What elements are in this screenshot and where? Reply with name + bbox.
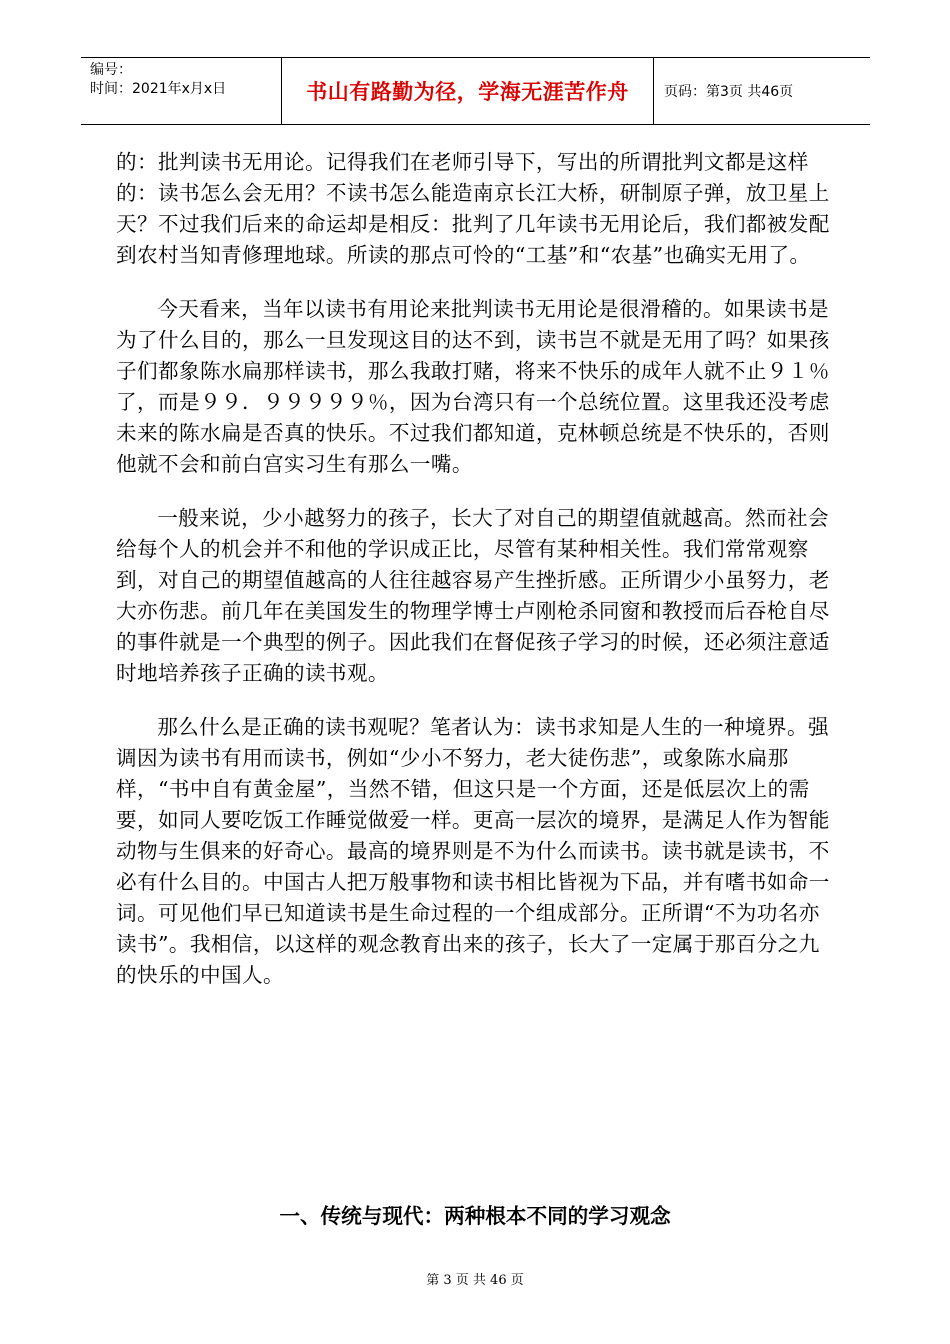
document-number-label: 编号：	[90, 62, 132, 78]
header-motto: 书山有路勤为径，学海无涯苦作舟	[282, 58, 654, 124]
document-time-label: 时间：2021年x月x日	[90, 81, 227, 97]
paragraph-2: 今天看来，当年以读书有用论来批判读书无用论是很滑稽的。如果读书是为了什么目的，那么一旦发现这目的达不到，读书岂不就是无用了吗？如果孩子们都象陈水扁那样读书，那么我敢打赌，将来不快乐的成年人就不止９１％了，而是９９．９９９９９％，因为台湾只有一个总统位置。这里我还没考虑未来的陈水扁是否真的快乐。不过我们都知道，克林顿总统是不快乐的，否则他就不会和前白宫实习生有那么一嘴。	[116, 297, 830, 476]
body-text	[116, 147, 836, 1014]
page-footer: 第 3 页 共 46 页	[426, 1273, 524, 1288]
header-page-code: 页码：第3页 共46页	[664, 84, 794, 100]
paragraph-1: 的：批判读书无用论。记得我们在老师引导下，写出的所谓批判文都是这样的：读书怎么会无用？不读书怎么能造南京长江大桥，研制原子弹，放卫星上天？不过我们后来的命运却是相反：批判了几年读书无用论后，我们都被发配到农村当知青修理地球。所读的那点可怜的“工基”和“农基”也确实无用了。	[116, 150, 830, 267]
page-header	[81, 57, 870, 125]
paragraph-4: 那么什么是正确的读书观呢？笔者认为：读书求知是人生的一种境界。强调因为读书有用而读书，例如“少小不努力，老大徒伤悲”，或象陈水扁那样，“书中自有黄金屋”，当然不错，但这只是一个方面，还是低层次上的需要，如同人要吃饭工作睡觉做爱一样。更高一层次的境界，是满足人作为智能动物与生俱来的好奇心。最高的境界则是不为什么而读书。读书就是读书，不必有什么目的。中国古人把万般事物和读书相比皆视为下品，并有嗜书如命一词。可见他们早已知道读书是生命过程的一个组成部分。正所谓“不为功名亦读书”。我相信，以这样的观念教育出来的孩子，长大了一定属于那百分之九的快乐的中国人。	[116, 715, 830, 987]
paragraph-3: 一般来说，少小越努力的孩子，长大了对自己的期望值就越高。然而社会给每个人的机会并不和他的学识成正比，尽管有某种相关性。我们常常观察到，对自己的期望值越高的人往往越容易产生挫折感。正所谓少小虽努力，老大亦伤悲。前几年在美国发生的物理学博士卢刚枪杀同窗和教授而后吞枪自尽的事件就是一个典型的例子。因此我们在督促孩子学习的时候，还必须注意适时地培养孩子正确的读书观。	[116, 506, 830, 685]
header-meta	[81, 58, 282, 124]
section-heading: 一、传统与现代：两种根本不同的学习观念	[279, 1204, 671, 1228]
